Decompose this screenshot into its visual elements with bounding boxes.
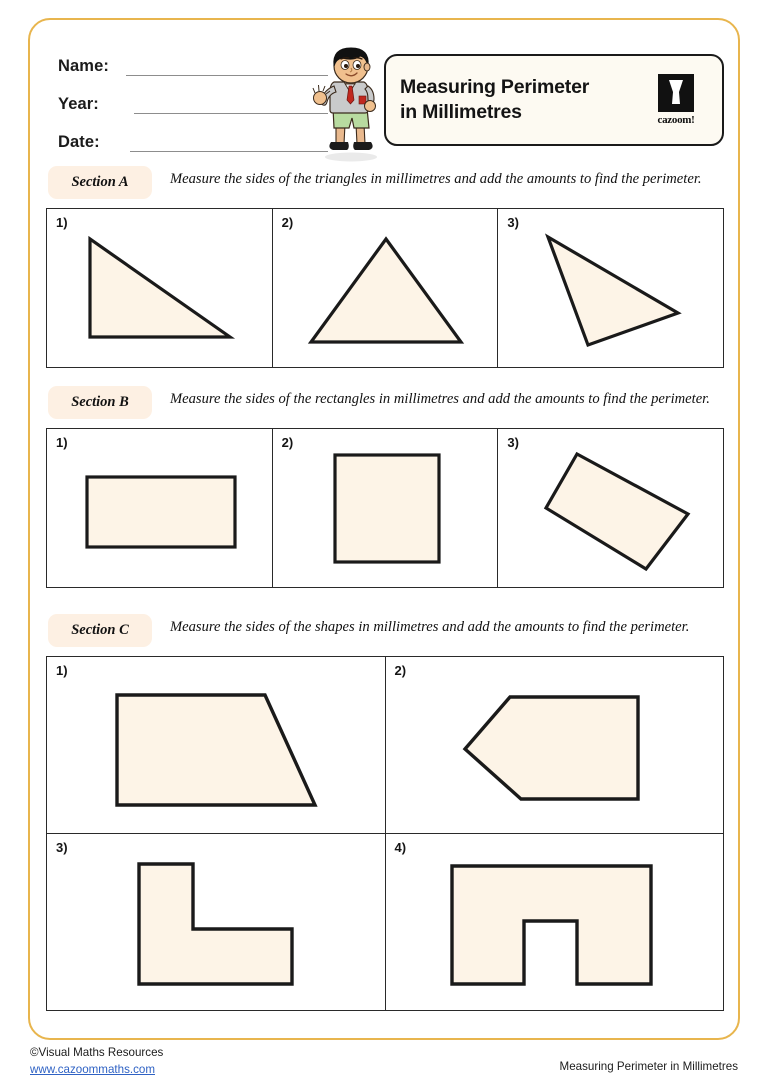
question-a3[interactable] [498,209,723,367]
section-a-label: Section A [71,174,129,190]
copyright-text: ©Visual Maths Resources [30,1046,164,1059]
date-field-line[interactable] [130,138,328,152]
worksheet-header [44,40,724,160]
question-c2[interactable] [386,657,724,833]
section-c-grid [46,656,724,1011]
goblet-icon [665,78,687,108]
section-b-grid [46,428,724,588]
question-a1-number: 1) [56,215,68,230]
title-box [384,54,724,146]
question-b2[interactable] [273,429,499,587]
footer-title: Measuring Perimeter in Millimetres [559,1060,738,1073]
section-c-row-1 [47,657,723,834]
title-line-2: in Millimetres [400,101,522,123]
question-c1-number: 1) [56,663,68,678]
section-a-instruction: Measure the sides of the triangles in millimetres and add the amounts to find the perimeter. [170,171,702,187]
question-a1[interactable] [47,209,273,367]
section-a-pill [48,166,152,199]
section-c-pill [48,614,152,647]
question-a2[interactable] [273,209,499,367]
worksheet-title [400,75,648,125]
schoolboy-illustration [306,46,392,162]
question-b1[interactable] [47,429,273,587]
section-b [44,386,724,588]
name-field-label: Name: [58,57,109,75]
right-triangle-shape [47,209,273,367]
logo-mark-icon [658,74,694,112]
question-b3[interactable] [498,429,723,587]
square-shape [273,429,499,587]
year-field-row[interactable] [58,92,328,114]
section-b-label: Section B [71,394,129,410]
section-c-header [44,614,724,647]
section-b-instruction: Measure the sides of the rectangles in millimetres and add the amounts to find the perimeter. [170,391,710,407]
scalene-triangle-shape [498,209,723,367]
section-c [44,614,724,1011]
section-a-grid [46,208,724,368]
question-c4-number: 4) [394,840,407,855]
question-c4[interactable] [386,834,724,1010]
question-c3-number: 3) [56,840,68,855]
question-c2-number: 2) [394,663,407,678]
student-info-fields [58,54,328,168]
question-a3-number: 3) [507,215,519,230]
date-field-label: Date: [58,133,100,151]
year-field-line[interactable] [134,100,328,114]
section-a [44,166,724,368]
question-b2-number: 2) [281,435,294,450]
section-c-row-2 [47,834,723,1010]
pentagon-shape [386,657,724,833]
section-a-header [44,166,724,199]
isosceles-triangle-shape [273,209,499,367]
question-b1-number: 1) [56,435,68,450]
trapezium-shape [47,657,385,833]
name-field-line[interactable] [126,62,328,76]
title-line-1: Measuring Perimeter [400,76,590,99]
date-field-row[interactable] [58,130,328,152]
question-c3[interactable] [47,834,386,1010]
question-c1[interactable] [47,657,386,833]
logo-wordmark: cazoom! [657,114,695,126]
l-shape [47,834,385,1010]
question-a2-number: 2) [281,215,294,230]
year-field-label: Year: [58,95,99,113]
section-b-pill [48,386,152,419]
question-b3-number: 3) [507,435,519,450]
footer-left [30,1044,163,1079]
wide-rectangle-shape [47,429,273,587]
cazoom-logo [648,74,704,126]
worksheet-footer [30,1044,738,1079]
rotated-rectangle-shape [498,429,723,587]
notched-rectangle-shape [386,834,724,1010]
section-c-instruction: Measure the sides of the shapes in millimetres and add the amounts to find the perimeter. [170,619,690,635]
name-field-row[interactable] [58,54,328,76]
section-b-header [44,386,724,419]
website-link[interactable]: www.cazoommaths.com [30,1063,155,1077]
section-c-label: Section C [71,622,129,638]
